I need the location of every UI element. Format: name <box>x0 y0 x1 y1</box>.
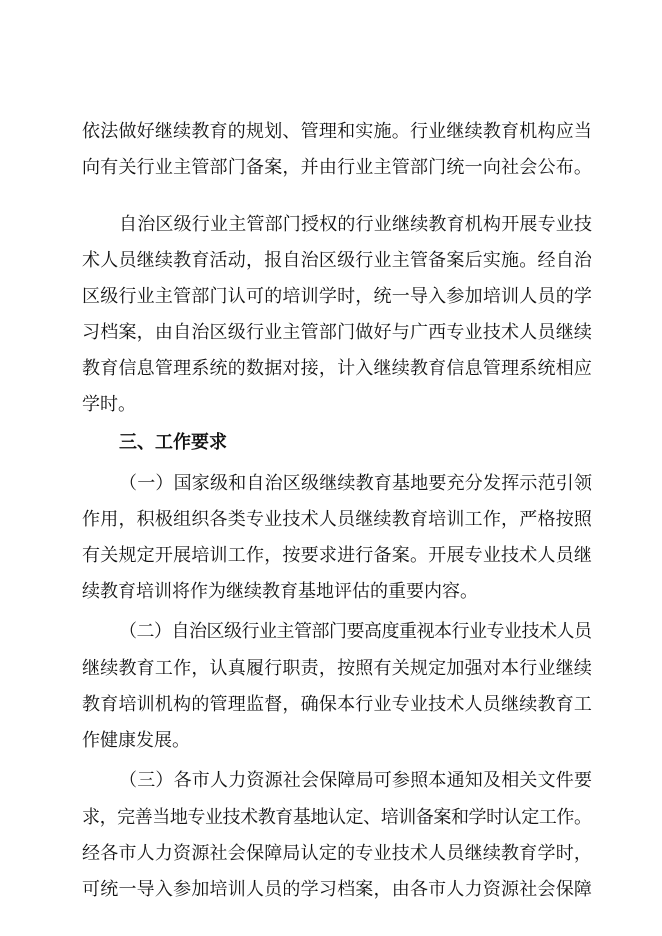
paragraph-first-line: 自治区级行业主管部门授权的行业继续教育机构开展专业技 <box>119 214 593 235</box>
text-line: 有关规定开展培训工作，按要求进行备案。开展专业技术人员继 <box>82 545 593 566</box>
text-line: 学时。 <box>82 394 136 415</box>
paragraph-first-line: （一）国家级和自治区级继续教育基地要充分发挥示范引领 <box>119 473 593 494</box>
text-line: 区级行业主管部门认可的培训学时，统一导入参加培训人员的学 <box>82 286 593 307</box>
text-line: 作健康发展。 <box>82 730 190 751</box>
text-line: 教育信息管理系统的数据对接，计入继续教育信息管理系统相应 <box>82 358 593 379</box>
text-line: 可统一导入参加培训人员的学习档案，由各市人力资源社会保障 <box>82 879 593 900</box>
paragraph-first-line: （三）各市人力资源社会保障局可参照本通知及相关文件要 <box>119 770 593 791</box>
text-line: 续教育培训将作为继续教育基地评估的重要内容。 <box>82 581 478 602</box>
text-line: 术人员继续教育活动，报自治区级行业主管备案后实施。经自治 <box>82 250 593 271</box>
text-line: 教育培训机构的管理监督，确保本行业专业技术人员继续教育工 <box>82 694 593 715</box>
text-line: 继续教育工作，认真履行职责，按照有关规定加强对本行业继续 <box>82 658 593 679</box>
section-heading: 三、工作要求 <box>119 432 227 453</box>
text-line: 经各市人力资源社会保障局认定的专业技术人员继续教育学时， <box>82 843 593 864</box>
text-line: 依法做好继续教育的规划、管理和实施。行业继续教育机构应当 <box>82 121 593 142</box>
text-line: 作用，积极组织各类专业技术人员继续教育培训工作，严格按照 <box>82 509 593 530</box>
text-line: 习档案，由自治区级行业主管部门做好与广西专业技术人员继续 <box>82 322 593 343</box>
paragraph-first-line: （二）自治区级行业主管部门要高度重视本行业专业技术人员 <box>119 621 592 642</box>
text-line: 向有关行业主管部门备案，并由行业主管部门统一向社会公布。 <box>82 157 593 178</box>
text-line: 求，完善当地专业技术教育基地认定、培训备案和学时认定工作。 <box>82 807 592 828</box>
